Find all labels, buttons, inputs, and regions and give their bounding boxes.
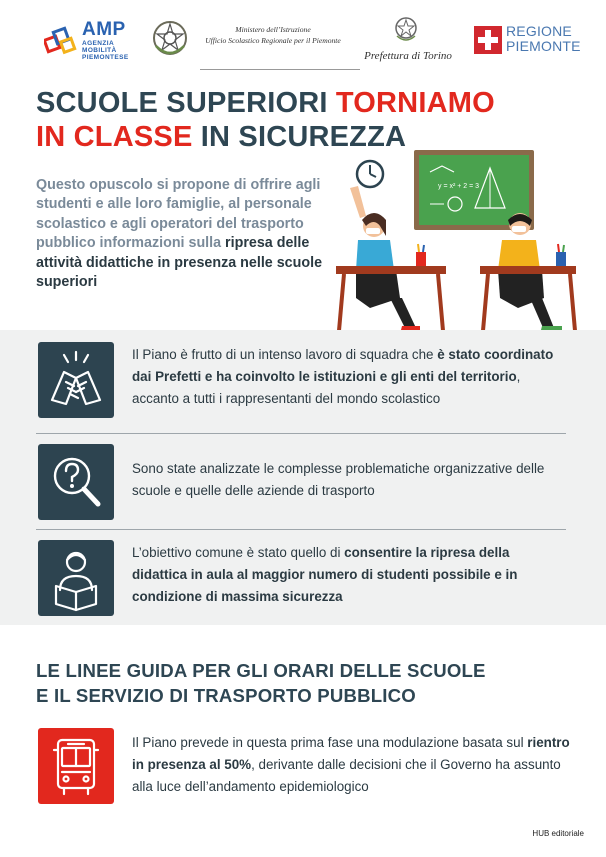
amp-subtitle-3: PIEMONTESE	[82, 54, 129, 61]
intro-paragraph	[36, 176, 326, 292]
divider-2	[36, 529, 566, 530]
regione-line-2: PIEMONTE	[506, 38, 581, 54]
page-title	[36, 86, 556, 154]
guidelines-text	[132, 732, 572, 798]
intro-highlight: ripresa delle attività didattiche in presenza nelle scuole superiori	[36, 235, 323, 291]
bus-icon	[38, 728, 114, 804]
regione-line-1: REGIONE	[506, 23, 572, 39]
regione-flag-icon	[474, 26, 502, 54]
student-reading-icon	[38, 540, 114, 616]
magnifier-question-icon	[38, 444, 114, 520]
guidelines-text-part-2: , derivante dalle decisioni che il Governo ha assunto alla luce dell’andamento epidemiologico	[132, 757, 561, 794]
ministry-line-2: Ufficio Scolastico Regionale per il Piemonte	[205, 36, 341, 45]
italian-republic-emblem-icon	[150, 16, 190, 60]
classroom-illustration	[330, 148, 580, 344]
title-part-4: IN SICUREZZA	[192, 121, 407, 153]
key-point-3-text	[132, 542, 562, 608]
footer-credit: HUB editoriale	[532, 829, 584, 838]
amp-subtitle-2: MOBILITÀ	[82, 47, 117, 54]
header-divider	[200, 69, 360, 70]
key-point-3-part-1: L’obiettivo comune è stato quello di	[132, 545, 345, 560]
title-part-2: TORNIAMO	[335, 87, 495, 119]
guidelines-title-line-1: LE LINEE GUIDA PER GLI ORARI DELLE SCUOLE	[36, 660, 486, 681]
regione-piemonte-logo	[474, 24, 584, 58]
key-point-1-part-1: Il Piano è frutto di un intenso lavoro di squadra che	[132, 347, 438, 362]
logo-header	[0, 14, 606, 74]
clock-icon	[357, 161, 383, 187]
guidelines-title-line-2: E IL SERVIZIO DI TRASPORTO PUBBLICO	[36, 685, 416, 706]
key-point-3-bold: consentire la ripresa della didattica in aula al maggior numero di studenti possibile e in condizione di massima sicurezza	[132, 545, 518, 604]
key-point-2-text: Sono state analizzate le complesse problematiche organizzative delle scuole e quelle delle aziende di trasporto	[132, 461, 545, 498]
amp-name: AMP	[82, 19, 126, 40]
guidelines-title	[36, 658, 576, 708]
amp-logo	[44, 20, 144, 62]
ministry-line-1: Ministero dell’Istruzione	[235, 25, 311, 34]
board-formula: y = x² + 2 = 3	[438, 183, 480, 190]
ministry-name	[198, 24, 348, 46]
guidelines-text-part-1: Il Piano prevede in questa prima fase una modulazione basata sul	[132, 735, 528, 750]
title-part-1: SCUOLE SUPERIORI	[36, 87, 336, 119]
key-point-1-text	[132, 344, 562, 410]
key-point-1-bold: è stato coordinato dai Prefetti e ha coinvolto le istituzioni e gli enti del territorio	[132, 347, 554, 384]
amp-subtitle-1: AGENZIA	[82, 40, 115, 47]
divider-1	[36, 433, 566, 434]
intro-text: Questo opuscolo si propone di offrire agli studenti e alle loro famiglie, al personale scolastico e agli operatori del trasporto pubblico informazioni sulla	[36, 177, 321, 252]
handshake-icon	[38, 342, 114, 418]
key-point-1-part-2: , accanto a tutti i rappresentanti del mondo scolastico	[132, 369, 521, 406]
guidelines-text-bold: rientro in presenza al 50%	[132, 735, 570, 772]
amp-mark-icon	[44, 24, 78, 58]
prefettura-emblem-icon	[393, 14, 419, 44]
title-part-3: IN CLASSE	[36, 121, 193, 153]
prefettura-name: Prefettura di Torino	[364, 50, 452, 62]
student-girl	[350, 186, 420, 334]
